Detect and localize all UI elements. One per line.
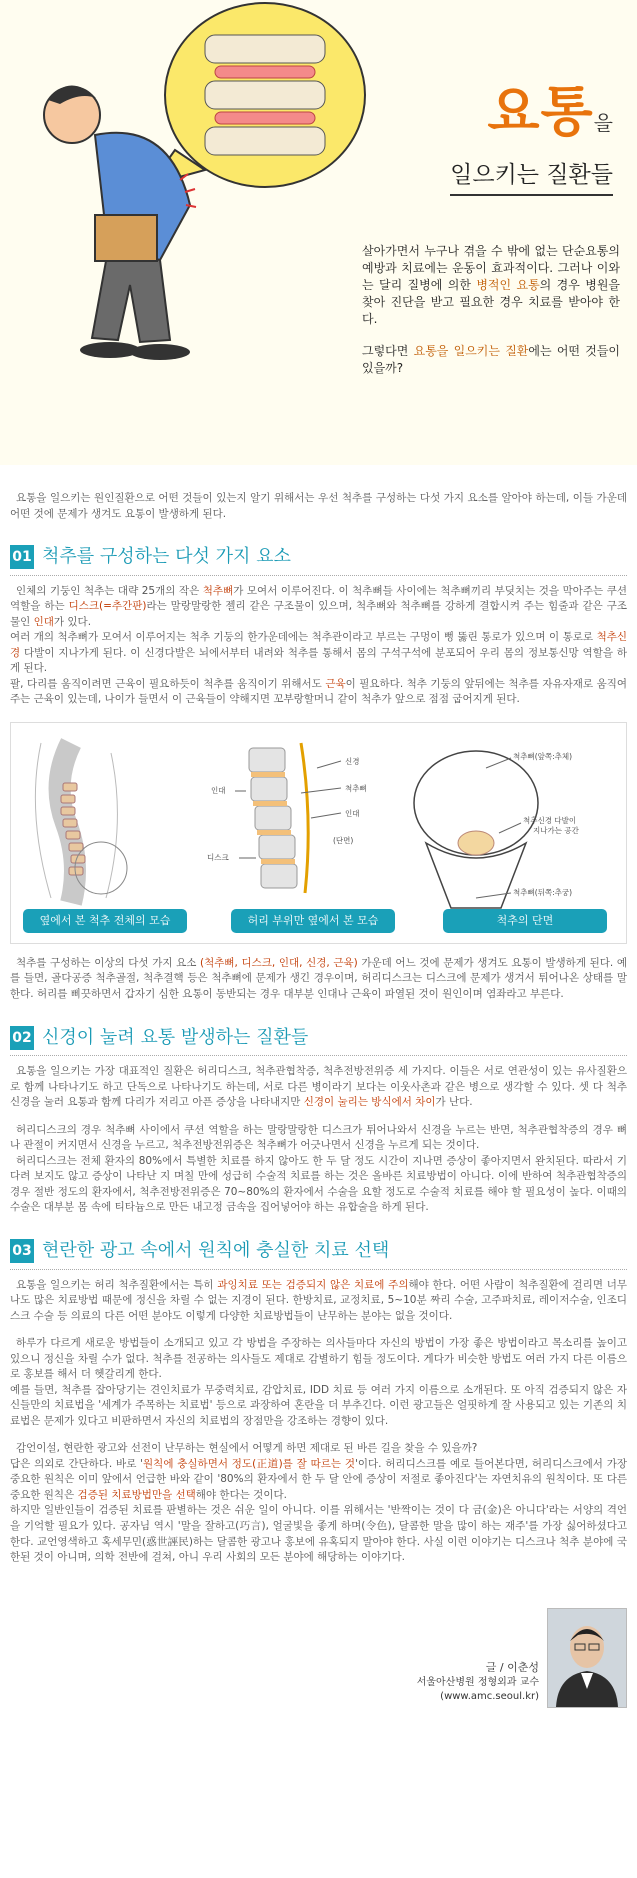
hero-p1-b: 의 경우 병원을 찾아 진단을 받고 필요한 경우 치료를 받아야 한다. (362, 278, 621, 327)
author-affiliation: 서울아산병원 정형외과 교수 (416, 1676, 539, 1688)
s3-paragraph-1: 요통을 일으키는 허리 척추질환에서는 특히 과잉치료 또는 검증되지 않은 치료에 주의해야 한다. 어떤 사람이 척추질환에 걸리면 너무나도 많은 치료방법 때문에 정신을 차릴 수 없는 지경이 된다. 한방치료, 교정치료, 5~10분 짜리 수술, 고주파치료, 레이저수술, 인조디스크 수술 등 의료의 다른 어떤 분야도 이렇게 다양한 치료방법들이 난무하는 분야는 없을 것이다. (10, 1278, 627, 1322)
hero-title-main: 요통 (487, 80, 594, 143)
s2-paragraph-3: 허리디스크는 전체 환자의 80%에서 특별한 치료를 하지 않아도 한 두 달 정도 시간이 지나면 증상이 좋아지면서 완치된다. 따라서 기다려 보지도 않고 증상이 나타난 지 며칠 만에 성급히 수술적 치료를 하는 것은 올바른 치료방법이 아니다. 이에 반하여 척추관협착증의 경우 절반 정도의 환자에서, 척추전방전위증은 70~80%의 환자에서 수술을 요할 정도로 수술적 치료를 해야 할 필요성이 높다. 이때의 수술은 대부분 몸 속에 티타늄으로 만든 내고정 금속을 집어넣어야 하는 유합술을 하게 된다. (10, 1154, 627, 1214)
s2-paragraph-2: 허리디스크의 경우 척추뼈 사이에서 쿠션 역할을 하는 말랑말랑한 디스크가 튀어나와서 신경을 누르는 반면, 척추관협착증의 경우 뼈나 관절이 커지면서 신경을 누르고, 척추전방전위증은 척추뼈가 어긋나면서 신경을 누르게 되는 것이다. (10, 1123, 627, 1152)
hero-subtitle: 일으키는 질환들 (450, 158, 613, 196)
author-url: (www.amc.seoul.kr) (440, 1690, 539, 1702)
spine-figure (10, 722, 627, 944)
caption-lumbar-side: 허리 부위만 옆에서 본 모습 (231, 909, 395, 933)
s1-paragraph-1: 인체의 기둥인 척추는 대략 25개의 작은 척추뼈가 모여서 이루어진다. 이 척추뼈들 사이에는 척추뼈끼리 부딪치는 것을 막아주는 쿠션 역할을 하는 디스크(=추간판)라는 말랑말랑한 젤리 같은 구조물이 있으며, 척추뼈와 척추뼈를 강하게 결합시켜 주는 힘줄과 같은 구조물인 인대가 있다. (10, 584, 628, 628)
hero-p2-a: 그렇다면 (362, 344, 414, 359)
s1-paragraph-3: 팔, 다리를 움직이려면 근육이 필요하듯이 척추를 움직이기 위해서도 근육이 필요하다. 척추 기둥의 앞뒤에는 척추를 자유자재로 움직여 주는 근육이 있는데, 나이가 들면서 이 근육들이 약해지면 꼬부랑할머니 같이 척추가 앞으로 점점 굽어지게 된다. (10, 677, 627, 706)
s3-paragraph-6: 하지만 일반인들이 검증된 치료를 판별하는 것은 쉬운 일이 아니다. 이를 위해서는 '반짝이는 것이 다 금(金)은 아니다'라는 서양의 격언을 기억할 필요가 있다. 공자님 역시 '말을 잘하고(巧言), 얼굴빛을 좋게 하며(令色), 달콤한 말을 많이 하는 재주'를 가장 싫어하셨다고 한다. 교언영색하고 혹세무민(惑世誣民)하는 달콤한 광고나 홍보에 유혹되지 말아야 한다. 사실 이런 이야기는 디스크나 척추 분야에 국한된 것이 아니며, 의학 전반에 걸쳐, 아니 우리 사회의 모든 분야에 해당하는 이야기다. (10, 1504, 627, 1564)
hero-lead-text (362, 243, 620, 392)
section-1-title: 척추를 구성하는 다섯 가지 요소 (42, 546, 291, 568)
label-canal-b: 지나가는 공간 (533, 825, 579, 835)
s1-paragraph-4: 척추를 구성하는 이상의 다섯 가지 요소 (척추뼈, 디스크, 인대, 신경, 근육) 가운데 어느 것에 문제가 생겨도 요통이 발생하게 된다. 예를 들면, 골다공증 척추골절, 척추결핵 등은 척추뼈에 문제가 생긴 경우이며, 허리디스크는 디스크에 문제가 생겨서 튀어나온 상태를 말한다. 허리를 삐끗하면서 갑자기 심한 요통이 동반되는 경우 대부분 인대나 근육이 파열된 것이 원인이며 염좌라고 부른다. (10, 956, 627, 1000)
author-block (0, 1568, 637, 1718)
s3-paragraph-2: 하루가 다르게 새로운 방법들이 소개되고 있고 각 방법을 주장하는 의사들마다 자신의 방법이 가장 좋은 방법이라고 목소리를 높이고 있으니 정신을 차릴 수가 없다. 척추를 전공하는 의사들도 제대로 감별하기 힘들 정도이다. 게다가 비슷한 방법도 여러 가지 다른 이름으로 홍보를 해서 더 헷갈리게 한다. (10, 1337, 627, 1381)
section-1-body (0, 584, 637, 708)
s3-paragraph-3: 예를 들면, 척추를 잡아당기는 견인치료가 무중력치료, 감압치료, IDD 치료 등 여러 가지 이름으로 소개된다. 또 아직 검증되지 않은 자신들만의 치료법을 '세계가 주목하는 치료법' 등으로 과장하여 혼란을 더 부추긴다. 이런 광고들은 얼핏하게 잘 사용되고 있는 기존의 치료법은 문제가 있다고 비판하면서 자신의 치료법의 장점만을 강조하는 경향이 있다. (10, 1383, 627, 1427)
s2-paragraph-1: 요통을 일으키는 가장 대표적인 질환은 허리디스크, 척추관협착증, 척추전방전위증 세 가지다. 이들은 서로 연관성이 있는 유사질환으로 함께 나타나기도 하고 단독으로 나타나기도 하는데, 서로 다른 병이라기 보다는 이웃사촌과 같은 병으로 생각할 수 있다. 셋 다 척추 신경을 눌러 요통과 함께 다리가 저리고 아픈 증상을 나타내지만 신경이 눌리는 방식에서 차이가 난다. (10, 1065, 627, 1109)
label-front: 척추뼈(앞쪽:추체) (513, 751, 573, 761)
label-ligament-left: 인대 (211, 785, 226, 795)
caption-whole-spine: 옆에서 본 척추 전체의 모습 (23, 909, 187, 933)
section-3-title: 현란한 광고 속에서 원칙에 충실한 치료 선택 (42, 1239, 390, 1261)
section-2-number: 02 (10, 1026, 34, 1050)
author-meta (417, 1660, 539, 1703)
section-1-heading (10, 544, 627, 576)
label-disc: 디스크 (207, 852, 229, 862)
section-3-number: 03 (10, 1239, 34, 1263)
s1-paragraph-2: 여러 개의 척추뼈가 모여서 이루어지는 척추 기둥의 한가운데에는 척추관이라고 부르는 구멍이 뻥 뚫린 통로가 있으며 이 통로로 척추신경 다발이 지나가게 된다. 이 신경다발은 뇌에서부터 내려와 척추를 통해서 몸의 구석구석에 분포되어 우리 몸의 정보통신망 역할을 하게 된다. (10, 631, 627, 675)
portrait-icon (548, 1609, 626, 1707)
s3-paragraph-5: 답은 의외로 간단하다. 바로 '원칙에 충실하면서 정도(正道)를 잘 따르는 것'이다. 허리디스크를 예로 들어본다면, 허리디스크에서 가장 중요한 원칙은 이미 앞에서 언급한 바와 같이 '80%의 환자에서 한 두 달 안에 증상이 저절로 좋아진다'는 자연치유의 원칙이다. 또 다른 중요한 원칙은 검증된 치료방법만을 선택해야 한다는 것이다. (10, 1457, 627, 1501)
hero-p1-highlight: 병적인 요통 (476, 278, 540, 293)
s3-paragraph-4: 감언이설, 현란한 광고와 선전이 난무하는 현실에서 어떻게 하면 제대로 된 바른 길을 찾을 수 있을까? (16, 1442, 478, 1455)
author-name: 글 / 이춘성 (485, 1661, 539, 1675)
label-section: (단면) (333, 835, 354, 845)
label-vertebra: 척추뼈 (345, 783, 367, 793)
section-2-title: 신경이 눌려 요통 발생하는 질환들 (42, 1026, 309, 1048)
label-canal-a: 척추신경 다발이 (523, 815, 577, 825)
section-2-heading (10, 1025, 627, 1057)
back-pain-illustration (0, 0, 372, 372)
caption-cross-section: 척추의 단면 (443, 909, 607, 933)
label-back: 척추뼈(뒤쪽:추궁) (513, 887, 573, 897)
section-3-body (0, 1278, 637, 1566)
hero-p2-b: 에는 어떤 것들이 있을까? (362, 344, 621, 376)
author-photo (547, 1608, 627, 1708)
hero-title-particle: 을 (593, 111, 613, 135)
section-2-body (0, 1064, 637, 1216)
section-3-heading (10, 1238, 627, 1270)
hero-title (450, 72, 613, 196)
intro-paragraph: 요통을 일으키는 원인질환으로 어떤 것들이 있는지 알기 위해서는 우선 척추를 구성하는 다섯 가지 요소를 알아야 하는데, 이들 가운데 어떤 것에 문제가 생겨도 요통이 발생하게 된다. (10, 492, 627, 520)
hero-banner (0, 0, 637, 465)
label-ligament-right: 인대 (345, 808, 360, 818)
hero-p2-highlight: 요통을 일으키는 질환 (413, 344, 529, 359)
hero-p1-a: 살아가면서 누구나 겪을 수 밖에 없는 단순요통의 예방과 치료에는 운동이 효과적이다. 그러나 이와는 달리 질병에 의한 (362, 244, 620, 293)
section-1-number: 01 (10, 545, 34, 569)
label-nerve: 신경 (345, 756, 360, 766)
